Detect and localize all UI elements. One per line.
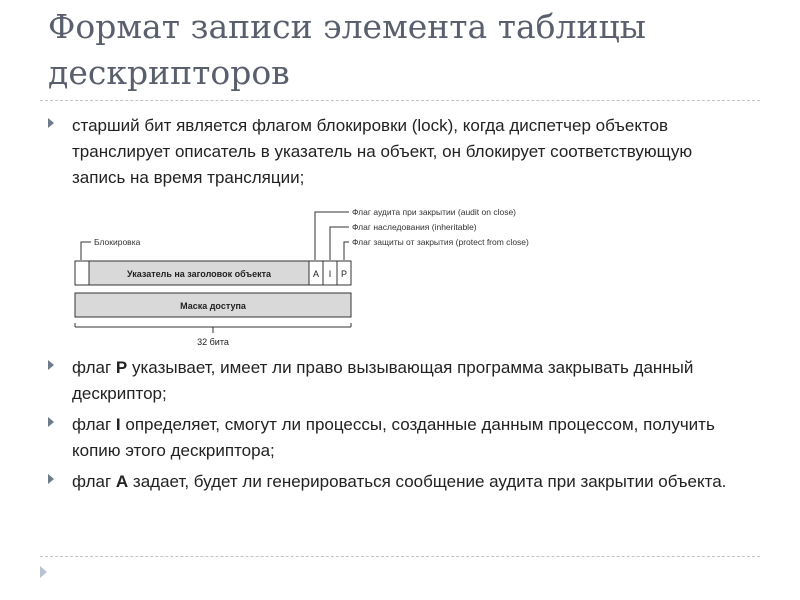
- flag-letter-p: P: [115, 358, 128, 377]
- bullet-text: старший бит является флагом блокировки (lock), когда диспетчер объектов транслирует описатель в указатель на объект, он блокирует соответствующую запись на время трансляции;: [72, 116, 693, 187]
- pointer-label: Указатель на заголовок объекта: [126, 269, 272, 279]
- width-label: 32 бита: [197, 337, 229, 347]
- callout-audit-label: Флаг аудита при закрытии (audit on close): [352, 207, 517, 217]
- bullet-text: задает, будет ли генерироваться сообщение аудита при закрытии объекта.: [128, 472, 727, 491]
- bullet-text: определяет, смогут ли процессы, созданные данным процессом, получить копию этого дескриптора;: [72, 415, 715, 460]
- footer-divider: [40, 556, 760, 557]
- flag-i-letter: I: [328, 269, 332, 279]
- bullet-prefix: флаг: [72, 472, 116, 491]
- bullet-prefix: флаг: [72, 358, 116, 377]
- bullet-prefix: флаг: [72, 415, 116, 434]
- access-mask-label: Маска доступа: [180, 301, 246, 311]
- bullet-item-lock: [48, 113, 748, 191]
- bullet-arrow-icon: [48, 118, 54, 128]
- callout-line-lock: [81, 242, 91, 260]
- bullet-item-flag-p: [48, 355, 748, 407]
- lock-label: Блокировка: [94, 237, 141, 247]
- callout-inherit-label: Флаг наследования (inheritable): [352, 222, 477, 232]
- bullet-arrow-icon: [48, 474, 54, 484]
- slide-nav-arrow-icon[interactable]: [40, 566, 47, 578]
- callout-line-inherit: [330, 227, 349, 260]
- bullet-text: указывает, имеет ли право вызывающая программа закрывать данный дескриптор;: [72, 358, 694, 403]
- slide-title: Формат записи элемента таблицы дескрипторов: [48, 7, 646, 92]
- flag-p-letter: P: [340, 269, 348, 279]
- lock-bit-cell: [75, 261, 89, 285]
- flag-a-letter: A: [312, 269, 320, 279]
- callout-line-protect: [344, 242, 349, 260]
- bullet-arrow-icon: [48, 360, 54, 370]
- bullet-item-flag-a: [48, 469, 748, 495]
- bullet-arrow-icon: [48, 417, 54, 427]
- flag-letter-i: I: [115, 415, 121, 434]
- flag-letter-a: A: [115, 472, 129, 491]
- bullet-item-flag-i: [48, 412, 748, 464]
- callout-protect-label: Флаг защиты от закрытия (protect from close): [352, 237, 529, 247]
- title-divider: [40, 100, 760, 101]
- descriptor-entry-diagram: [66, 200, 536, 350]
